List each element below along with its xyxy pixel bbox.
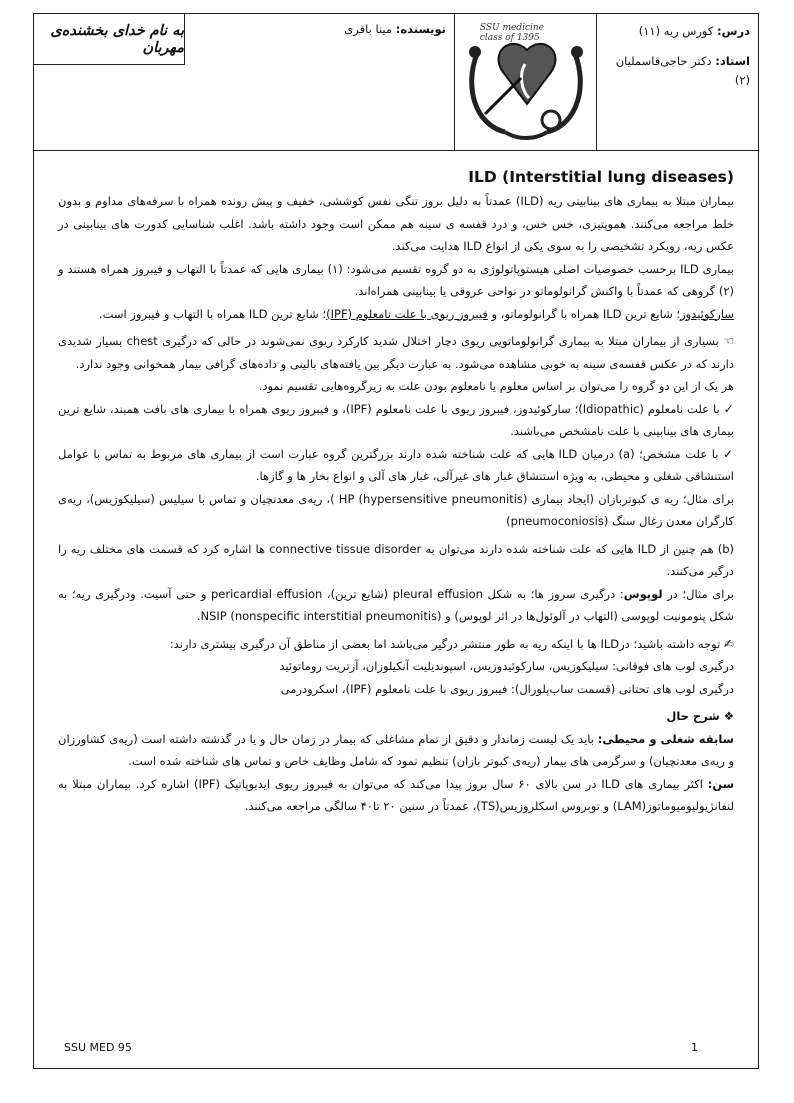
stethoscope-logo-icon	[455, 14, 597, 148]
basmala: به نام خدای بخشنده‌ی مهربان	[34, 14, 185, 65]
paragraph-lower-lobe: درگیری لوب های تحتانی (قسمت ساب‌پلورال): فیبروز ریوی با علت نامعلوم (IPF)، اسکرودرمی	[280, 681, 734, 696]
paragraph-lupus	[58, 583, 734, 628]
teacher-value: دکتر حاجی‌قاسملیان (۲)	[615, 54, 750, 87]
paragraph-known-cause	[58, 443, 734, 488]
section-heading-history	[58, 705, 734, 728]
footer	[64, 1041, 698, 1054]
paragraph-classification: بیماری ILD برحسب خصوصیات اصلی هیستوپاتولوژی به دو گروه تقسیم می‌شود: (۱) بیماری هایی که عمدتاً با التهاب و فیبروز همراه هستند و (۲) گروهی که عمدتاً با واکنش گرانولوماتو در نواحی عروقی یا بینابینی همراه‌اند.	[58, 261, 734, 298]
paragraph-subgroups: هر یک از این دو گروه را می‌توان بر اساس معلوم یا نامعلوم بودن علت به زیرگروه‌هایی تقسیم نمود.	[258, 379, 734, 393]
paragraph-examples: برای مثال؛ ریه ی کبوتربازان (ایجاد بیماری HP (hypersensitive pneumonitis) )، ریه‌ی معدنچیان و تماس با سیلیس (سیلیکوزیس)، ریه‌ی کارگران معدن زغال سنگ (pneumoconiosis)	[58, 491, 734, 528]
paragraph-text: بسیاری از بیماران مبتلا به بیماری گرانولوماتویی ریوی دچار اختلال شدید کارکرد ریوی نمی‌شوند در حالی که درگیری chest بسیار شدیدی دارند که در عکس قفسه‌ی سینه به خوبی مشاهده می‌شود. به عبارت دیگر بین یافته‌های بالینی و داده‌های گرافی بیمار همخوانی وجود ندارد.	[58, 334, 734, 371]
paragraph-text: برای مثال؛ در	[662, 586, 734, 601]
paragraph-idiopathic	[58, 398, 734, 443]
paragraph-text: : درگیری سروز ها؛ به شکل pleural effusion (شایع ترین)، pericardial effusion و حتی آسیت. ودرگیری ریه؛ به شکل پنومونیت لوپوسی (التهاب در آلوئول‌ها در اثر لوپوس) و NSIP (nonspecific interstitial pneumonitis).	[58, 586, 734, 623]
course-value: کورس ریه (۱۱)	[638, 24, 717, 38]
logo-line2: class of 1395	[479, 32, 540, 43]
paragraph-text: با علت مشخص؛ (a) درمیان ILD هایی که علت شناخته شده دارند بزرگترین گروه عبارت است از بیماری های مربوط به تماس با عوامل استنشاقی شغلی و محیطی، به ویژه استنشاق غبار های غیرآلی، غبار های آلی و انواع بخار ها و گازها.	[58, 446, 734, 483]
header	[34, 14, 758, 151]
author-info	[184, 14, 454, 150]
paragraph-connective-tissue: (b) هم چنین از ILD هایی که علت شناخته شده دارند می‌توان به connective tissue disorder ها اشاره کرد که قسمت های مختلف ریه را درگیر می‌کنند.	[58, 541, 734, 578]
paragraph-common-types	[58, 303, 734, 326]
writing-hand-icon: ✍	[723, 636, 734, 651]
page-frame	[33, 13, 759, 1069]
diamond-bullet-icon: ❖	[723, 709, 734, 723]
heading-text: شرح حال	[666, 709, 724, 723]
check-icon: ✓	[723, 446, 734, 461]
occupational-label: سابقه شغلی و محیطی:	[597, 731, 734, 746]
teacher-label: استاد:	[715, 54, 750, 69]
author-value: مینا باقری	[344, 22, 396, 36]
course-info	[596, 14, 758, 150]
paragraph-intro: بیماران مبتلا به بیماری های بینابینی ریه (ILD) عمدتاً به دلیل بروز تنگی نفس کوششی، خفیف و پیش رونده همراه با سرفه‌های مداوم و بدون خلط مراجعه می‌کنند. هموپتیزی، خس خس، و درد قفسه ی سینه هم ممکن است وجود داشته باشد. اغلب شناسایی کدورت های بینابینی در عکس ریه، رویکرد تشخیصی را به سوی یکی از انواع ILD هدایت می‌کند.	[58, 194, 734, 253]
course-label: درس:	[717, 24, 750, 38]
author-label: نویسنده:	[395, 22, 446, 36]
paragraph-text: اکثر بیماری های ILD در سن بالای ۶۰ سال بروز پیدا می‌کند که می‌توان به فیبروز ریوی ایدیوپاتیک (IPF) اشاره کرد. بیماران مبتلا به لنفانژیولیومیوماتوز(LAM) و توبروس اسکلروزیس(TS)، عمدتاً در سنین ۲۰ تا۴۰ سالگی مراجعه می‌کنند.	[58, 776, 734, 813]
paragraph-text: ؛ شایع ترین ILD همراه با گرانولوماتو، و	[487, 306, 681, 321]
paragraph-occupational	[58, 728, 734, 773]
age-label: سن:	[707, 776, 735, 791]
sarcoidosis-term: سارکوئیدوز	[680, 306, 734, 321]
paragraph-text: باید یک لیست زماندار و دقیق از تمام مشاغلی که بیمار در زمان حال و یا در گذشته داشته است (ریه‌ی کشاورزان و ریه‌ی معدنچیان) و سرگرمی های بیمار (ریه‌ی کبوتر بازان) تنظیم نمود که شامل وظایف خاص و تماس های شناخته شده است.	[58, 731, 734, 768]
paragraph-text: ؛ شایع ترین ILD همراه با التهاب و فیبروز است.	[98, 306, 327, 321]
paragraph-text: توجه داشته باشید؛ درILD ها با اینکه ریه به طور منتشر درگیر می‌باشد اما بعضی از مناطق آن درگیری بیشتری دارند:	[169, 636, 724, 651]
page-number: 1	[691, 1041, 698, 1054]
footer-label: SSU MED 95	[64, 1041, 132, 1054]
paragraph-text: با علت نامعلوم (Idiopathic)؛ سارکوئیدوز، فیبروز ریوی با علت نامعلوم (IPF)، و فیبروز ریوی همراه با بیماری های بافت همبند، شایع ترین بیماری های بینابینی با علت نامشخص می‌باشند.	[58, 401, 734, 438]
paragraph-age	[58, 773, 734, 818]
paragraph-attention	[58, 633, 734, 656]
paragraph-note-granulomatous	[58, 330, 734, 375]
paragraph-upper-lobe: درگیری لوب های فوقانی: سیلیکوزیس، سارکوئیدوزیس، اسپوندیلیت آنکیلوزان، آرتریت روماتوئید	[279, 659, 734, 673]
ipf-term: فیبروز ریوی با علت نامعلوم (IPF)	[326, 306, 488, 321]
page-title: ILD (Interstitial lung diseases)	[468, 168, 734, 186]
pointing-hand-icon: ☜	[723, 334, 734, 348]
main-content	[58, 166, 734, 818]
logo-cell	[454, 14, 596, 150]
lupus-term: لوپوس	[623, 586, 663, 601]
basmala-cell	[34, 14, 186, 150]
logo-line1: SSU medicine	[479, 23, 544, 33]
check-icon: ✓	[723, 401, 734, 416]
